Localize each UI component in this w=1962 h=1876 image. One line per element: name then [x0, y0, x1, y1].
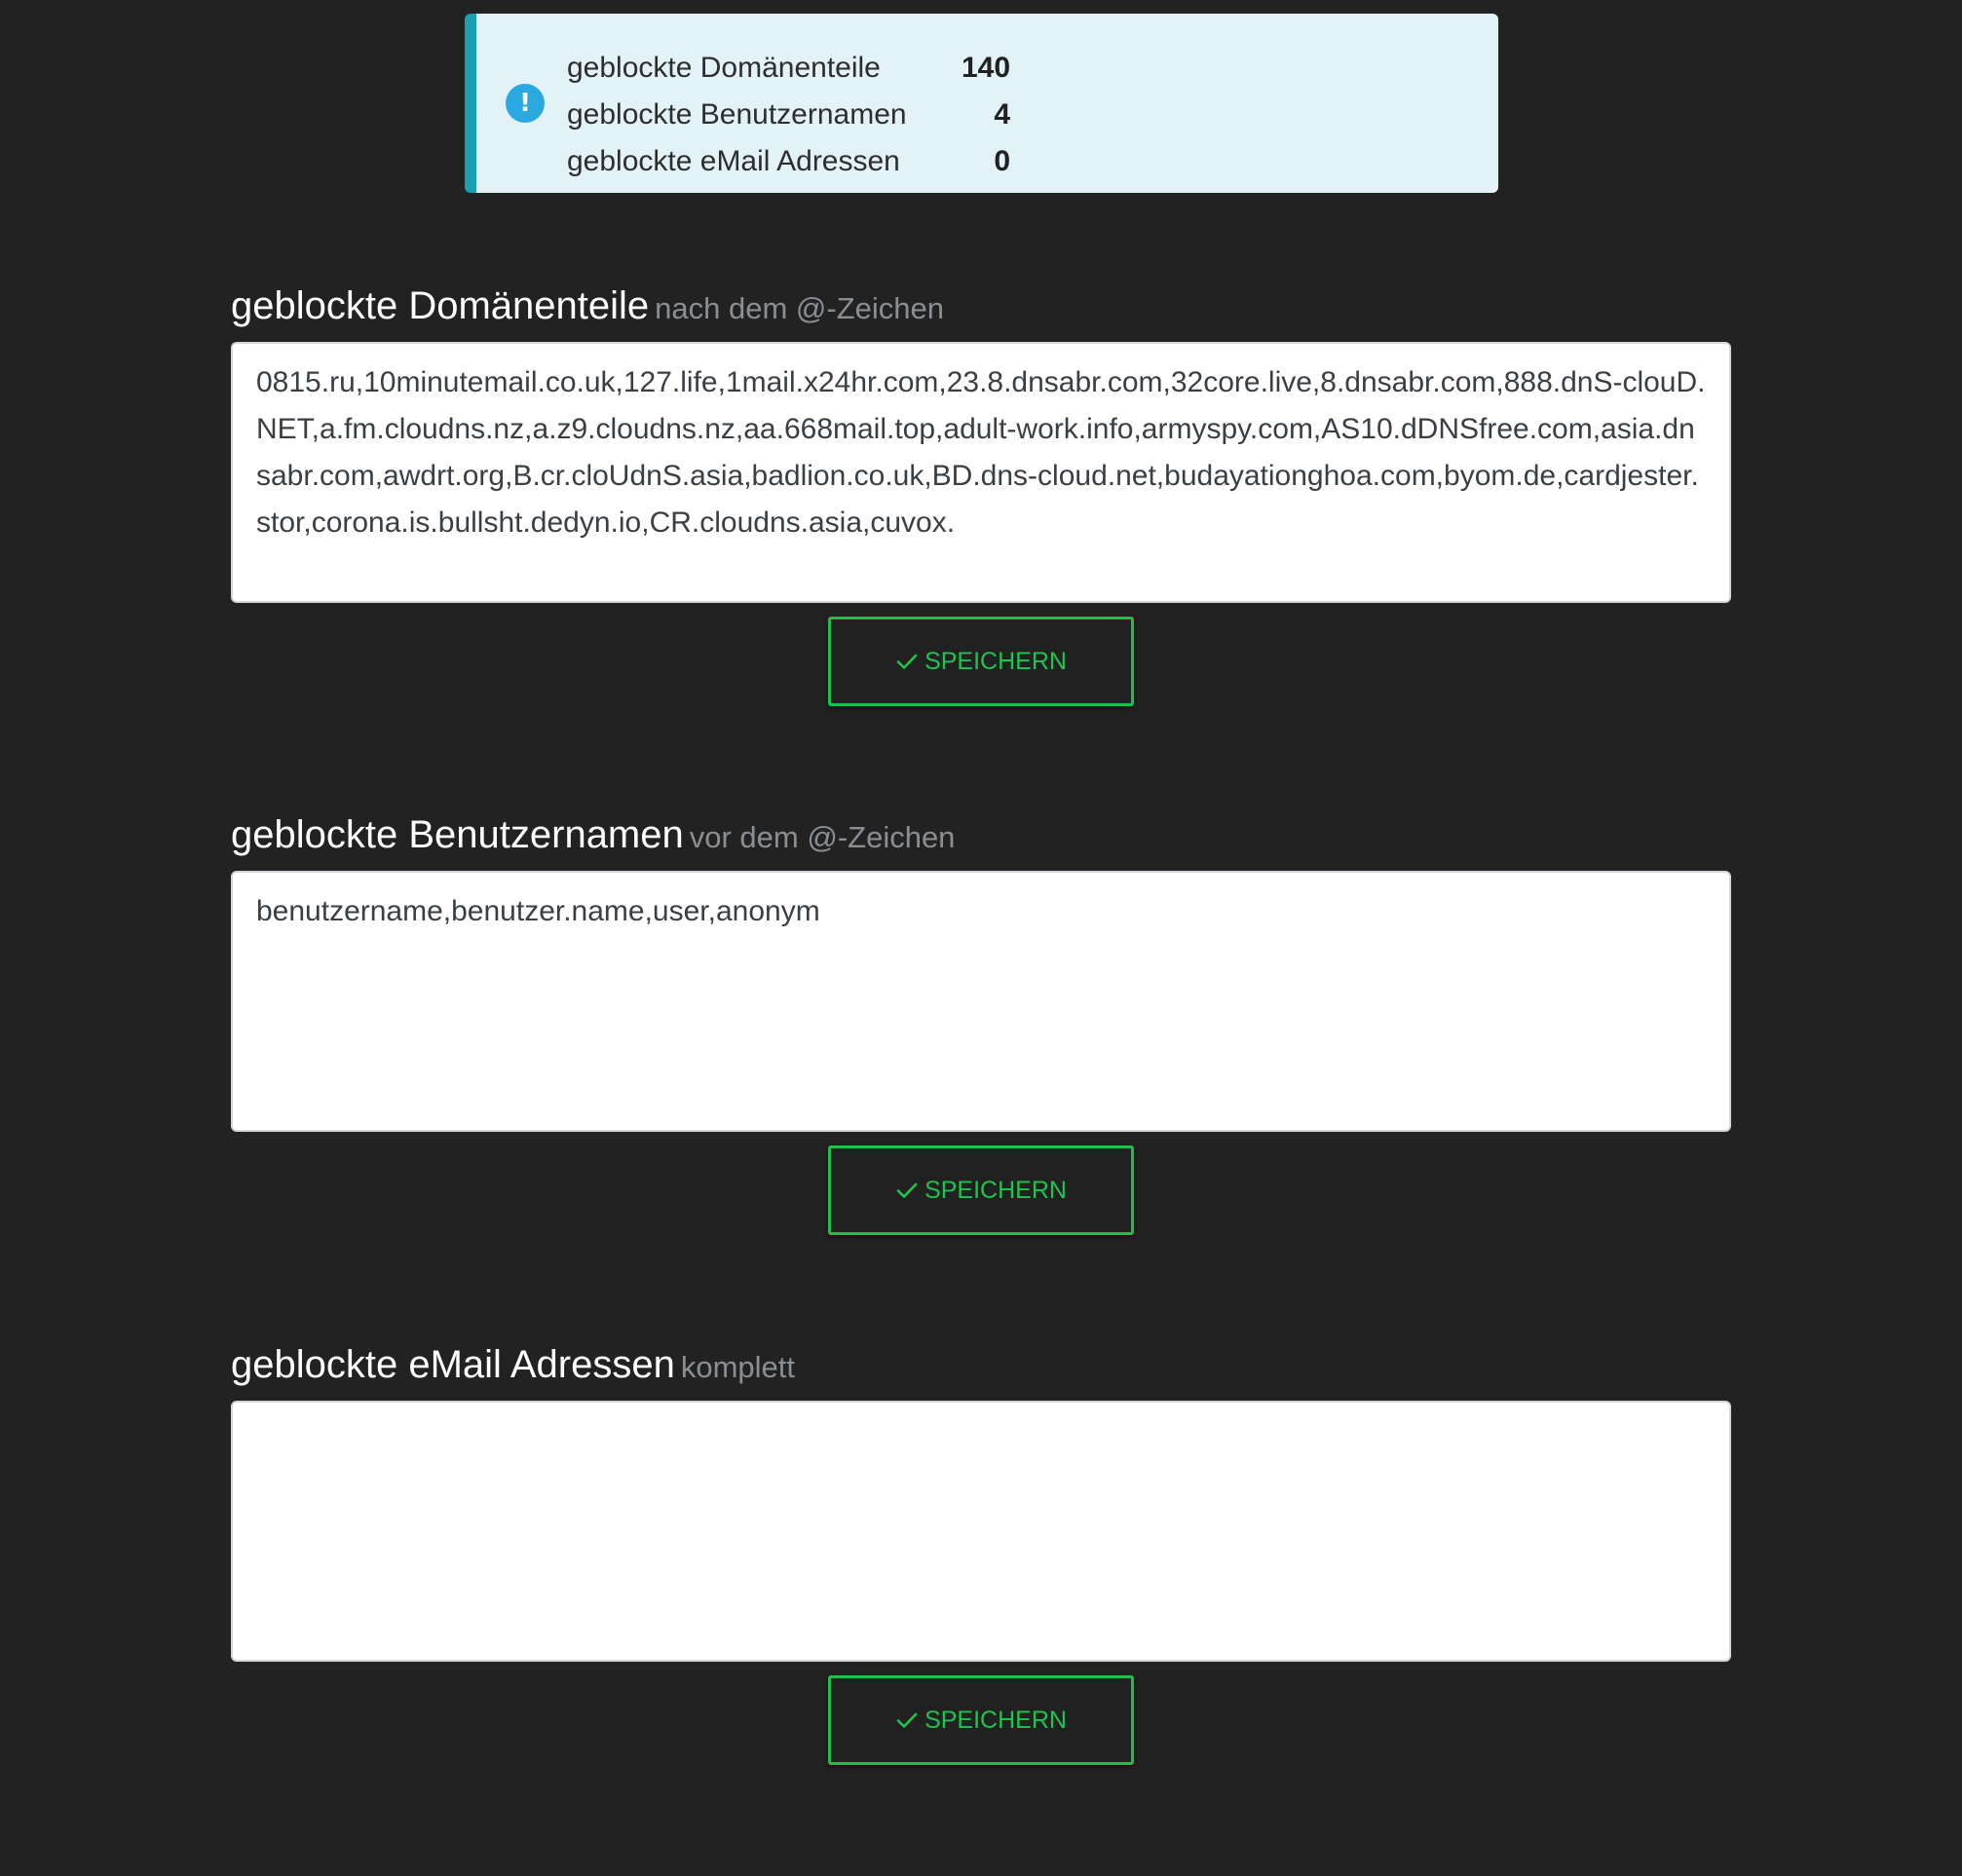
check-icon	[895, 1710, 919, 1730]
summary-row-domains	[567, 45, 1010, 92]
save-emails-button[interactable]	[828, 1675, 1134, 1765]
summary-label-usernames: geblockte Benutzernamen	[567, 98, 907, 131]
summary-label-emails: geblockte eMail Adressen	[567, 145, 900, 177]
save-emails-label: SPEICHERN	[924, 1706, 1067, 1734]
blocked-emails-title-text: geblockte eMail Adressen	[231, 1343, 675, 1386]
blocked-usernames-textarea[interactable]: benutzername,benutzer.name,user,anonym	[231, 871, 1731, 1132]
blocked-usernames-subtitle: vor dem @-Zeichen	[689, 820, 956, 854]
blocked-domains-subtitle: nach dem @-Zeichen	[655, 291, 945, 325]
blocked-domains-title	[231, 282, 944, 332]
summary-count-usernames: 4	[994, 98, 1011, 131]
blocked-emails-textarea[interactable]	[231, 1401, 1731, 1662]
save-usernames-label: SPEICHERN	[924, 1176, 1067, 1204]
save-domains-button[interactable]	[828, 617, 1134, 706]
blocked-emails-subtitle: komplett	[680, 1350, 795, 1384]
blocked-emails-title	[231, 1341, 795, 1391]
summary-row-usernames	[567, 92, 1010, 138]
blocklist-summary-alert	[465, 14, 1498, 193]
blocked-usernames-title-text: geblockte Benutzernamen	[231, 813, 684, 856]
exclamation-icon: !	[506, 84, 545, 123]
blocked-domains-textarea[interactable]: 0815.ru,10minutemail.co.uk,127.life,1mail.x24hr.com,23.8.dnsabr.com,32core.live,8.dnsabr.com,888.dnS-clouD.NET,a.fm.cloudns.nz,a.z9.cloudns.nz,aa.668mail.top,adult-work.info,armyspy.com,AS10.dDNSfree.com,asia.dnsabr.com,awdrt.org,B.cr.cloUdnS.asia,badlion.co.uk,BD.dns-cloud.net,budayationghoa.com,byom.de,cardjester.stor,corona.is.bullsht.dedyn.io,CR.cloudns.asia,cuvox.	[231, 342, 1731, 603]
save-usernames-button[interactable]	[828, 1145, 1134, 1235]
summary-row-emails	[567, 138, 1010, 185]
summary-label-domains: geblockte Domänenteile	[567, 52, 881, 84]
check-icon	[895, 1181, 919, 1200]
blocked-usernames-title	[231, 811, 955, 861]
summary-count-domains: 140	[962, 52, 1011, 84]
summary-stats	[567, 45, 1010, 185]
summary-count-emails: 0	[994, 145, 1011, 177]
blocked-domains-title-text: geblockte Domänenteile	[231, 284, 650, 327]
save-domains-label: SPEICHERN	[924, 647, 1067, 675]
check-icon	[895, 652, 919, 671]
